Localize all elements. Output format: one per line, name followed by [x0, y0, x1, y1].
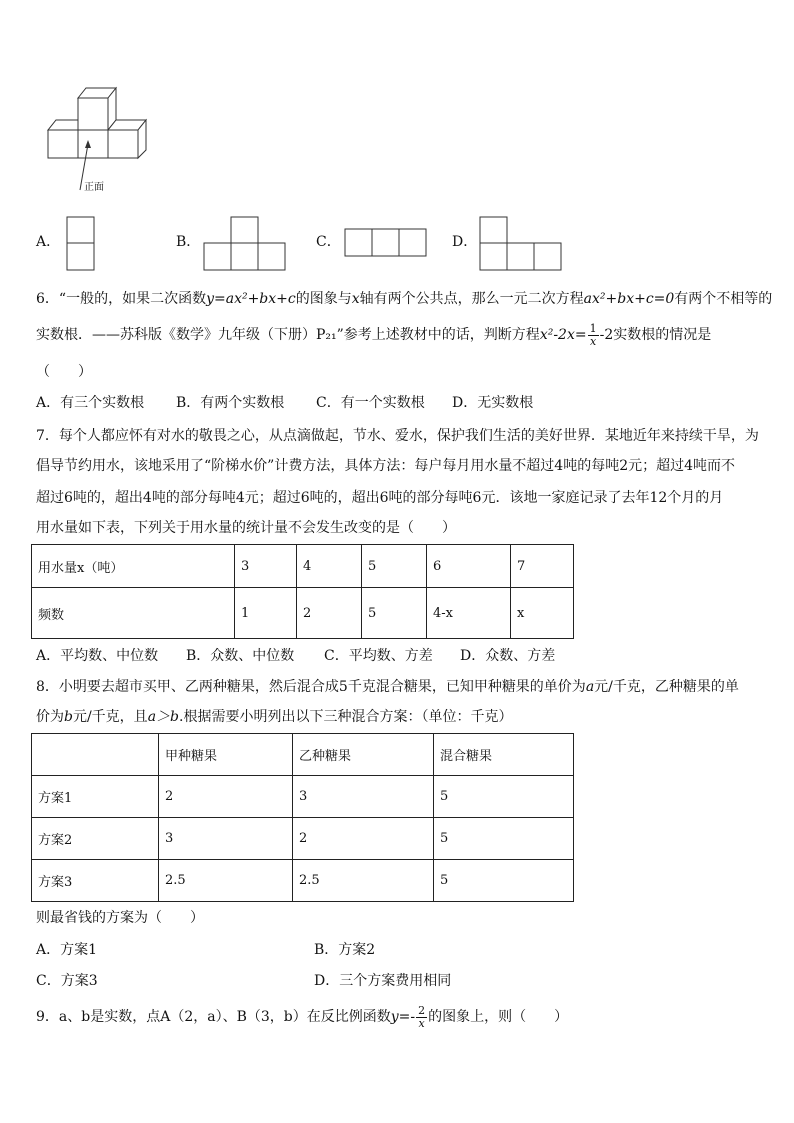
q8-option-a[interactable]: A．方案1	[36, 942, 98, 958]
q5-option-a-label[interactable]: A．	[36, 234, 61, 250]
table-row	[32, 860, 574, 902]
table-cell: 用水量x（吨）	[32, 545, 235, 588]
table-row	[32, 545, 574, 588]
table-row	[32, 818, 574, 860]
q5-option-c-label[interactable]: C．	[316, 234, 341, 250]
table-cell: 2	[293, 818, 434, 860]
table-cell: 频数	[32, 588, 235, 639]
q9-fraction: $\frac{2}{x}$	[418, 1003, 426, 1030]
q7-option-b[interactable]: B．众数、中位数	[186, 648, 295, 664]
table-cell: 3	[293, 776, 434, 818]
table-cell: 方案3	[32, 860, 159, 902]
table-cell: 6	[427, 545, 511, 588]
q8-option-c[interactable]: C．方案3	[36, 973, 98, 989]
table-cell: 5	[434, 818, 574, 860]
table-cell: 方案2	[32, 818, 159, 860]
table-row	[32, 588, 574, 639]
q7-option-a[interactable]: A．平均数、中位数	[36, 648, 159, 664]
table-row	[32, 776, 574, 818]
q7-line-3: 超过6吨的，超出4吨的部分每吨4元；超过6吨的，超出6吨的部分每吨6元．该地一家庭记录了去年12个月的月	[36, 490, 724, 506]
q7-line-2: 倡导节约用水，该地采用了“阶梯水价”计费方法，具体方法：每户每月用水量不超过4吨的每吨2元；超过4吨而不	[36, 458, 736, 474]
table-cell: 7	[511, 545, 574, 588]
table-cell: 3	[235, 545, 297, 588]
q5-option-d-figure	[479, 216, 565, 272]
table-header-cell: 甲种糖果	[159, 734, 293, 776]
q6-option-a[interactable]: A．有三个实数根	[36, 395, 145, 411]
table-cell: 5	[434, 776, 574, 818]
q6-line-1: 6．“一般的，如果二次函数y=ax²+bx+c的图象与x轴有两个公共点，那么一元二次方程ax²+bx+c=0有两个不相等的	[36, 291, 773, 307]
q7-option-c[interactable]: C．平均数、方差	[324, 648, 433, 664]
q7-water-table	[31, 544, 574, 639]
table-cell: 2.5	[293, 860, 434, 902]
q5-option-d-label[interactable]: D．	[452, 234, 478, 250]
q7-option-d[interactable]: D．众数、方差	[460, 648, 556, 664]
table-cell: 方案1	[32, 776, 159, 818]
q6-answer-blank: （ ）	[36, 364, 92, 380]
table-row	[32, 734, 574, 776]
q8-line-2: 价为b元/千克，且a＞b.根据需要小明列出以下三种混合方案：（单位：千克）	[36, 709, 513, 725]
q5-option-a-figure	[66, 216, 96, 272]
q6-option-c[interactable]: C．有一个实数根	[316, 395, 425, 411]
q7-line-1: 7．每个人都应怀有对水的敬畏之心，从点滴做起，节水、爱水，保护我们生活的美好世界．某地近年来持续干旱，为	[36, 428, 759, 444]
q5-option-b-label[interactable]: B．	[176, 234, 201, 250]
q6-option-d[interactable]: D．无实数根	[452, 395, 534, 411]
q5-option-c-figure	[344, 228, 430, 258]
table-cell: 5	[362, 545, 427, 588]
q8-option-d[interactable]: D．三个方案费用相同	[314, 973, 452, 989]
table-cell: 2.5	[159, 860, 293, 902]
table-header-cell: 混合糖果	[434, 734, 574, 776]
q6-option-b[interactable]: B．有两个实数根	[176, 395, 285, 411]
table-cell: 3	[159, 818, 293, 860]
q8-question: 则最省钱的方案为（ ）	[36, 910, 204, 926]
table-cell: x	[511, 588, 574, 639]
table-header-cell	[32, 734, 159, 776]
q8-option-b[interactable]: B．方案2	[314, 942, 376, 958]
table-cell: 4-x	[427, 588, 511, 639]
table-cell: 2	[159, 776, 293, 818]
q7-line-4: 用水量如下表，下列关于用水量的统计量不会发生改变的是（ ）	[36, 520, 456, 536]
table-cell: 2	[297, 588, 362, 639]
table-header-cell: 乙种糖果	[293, 734, 434, 776]
table-cell: 5	[362, 588, 427, 639]
q8-candy-table	[31, 733, 574, 902]
q6-line-2: 实数根．——苏科版《数学》九年级（下册）P₂₁”参考上述教材中的话，判断方程x²-2x= $\frac{1}{x}$ -2实数根的情况是	[36, 321, 712, 348]
table-cell: 1	[235, 588, 297, 639]
table-cell: 4	[297, 545, 362, 588]
q5-option-b-figure	[203, 216, 289, 272]
table-cell: 5	[434, 860, 574, 902]
q8-line-1: 8．小明要去超市买甲、乙两种糖果，然后混合成5千克混合糖果，已知甲种糖果的单价为a元/千克，乙种糖果的单	[36, 679, 739, 695]
front-view-label: 正面	[84, 182, 104, 193]
q9-line: 9．a、b是实数，点A（2，a）、B（3，b）在反比例函数y=- $\frac{2}{x}$ 的图象上，则（ ）	[36, 1003, 569, 1030]
q6-fraction: $\frac{1}{x}$	[589, 321, 597, 348]
